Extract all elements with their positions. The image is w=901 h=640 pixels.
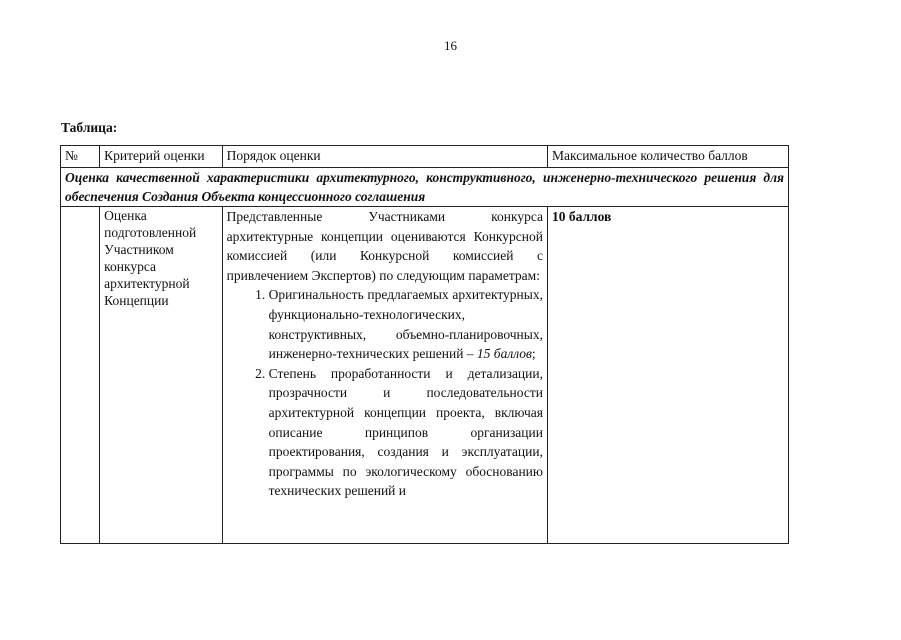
parameter-text: Оригинальность предлагаемых архитектурных, функционально-технологических, конструктивных, объемно-планировочных, инженерно-технических решений – xyxy=(268,287,543,362)
table-header-row xyxy=(61,146,789,168)
list-item xyxy=(269,285,543,363)
row-max-points: 10 баллов xyxy=(547,207,788,544)
header-max-points: Максимальное количество баллов xyxy=(547,146,788,168)
procedure-intro: Представленные Участниками конкурса архитектурные концепции оцениваются Конкурсной комиссией (или Конкурсной комиссией с привлечением Экспертов) по следующим параметрам: xyxy=(226,209,543,283)
parameter-points: 15 баллов xyxy=(476,346,532,362)
page-number: 16 xyxy=(444,38,457,53)
header-procedure: Порядок оценки xyxy=(222,146,547,168)
table-row xyxy=(61,207,789,544)
section-title: Оценка качественной характеристики архитектурного, конструктивного, инженерно-технического решения для обеспечения Создания Объекта концессионного соглашения xyxy=(61,168,789,207)
header-number: № xyxy=(61,146,100,168)
row-criterion: Оценка подготовленной Участником конкурса архитектурной Концепции xyxy=(100,207,223,544)
table-caption: Таблица: xyxy=(61,120,118,135)
row-number xyxy=(61,207,100,544)
list-item xyxy=(269,364,543,501)
parameter-text: Степень проработанности и детализации, прозрачности и последовательности архитектурной концепции проекта, включая описание принципов организации проектирования, создания и эксплуатации, программы по экологическому обоснованию технических решений и xyxy=(268,365,543,499)
header-criterion: Критерий оценки xyxy=(100,146,223,168)
parameter-tail: ; xyxy=(531,346,536,362)
row-procedure xyxy=(222,207,547,544)
parameter-list xyxy=(227,285,543,501)
section-row xyxy=(61,168,789,207)
criteria-table xyxy=(60,145,789,544)
